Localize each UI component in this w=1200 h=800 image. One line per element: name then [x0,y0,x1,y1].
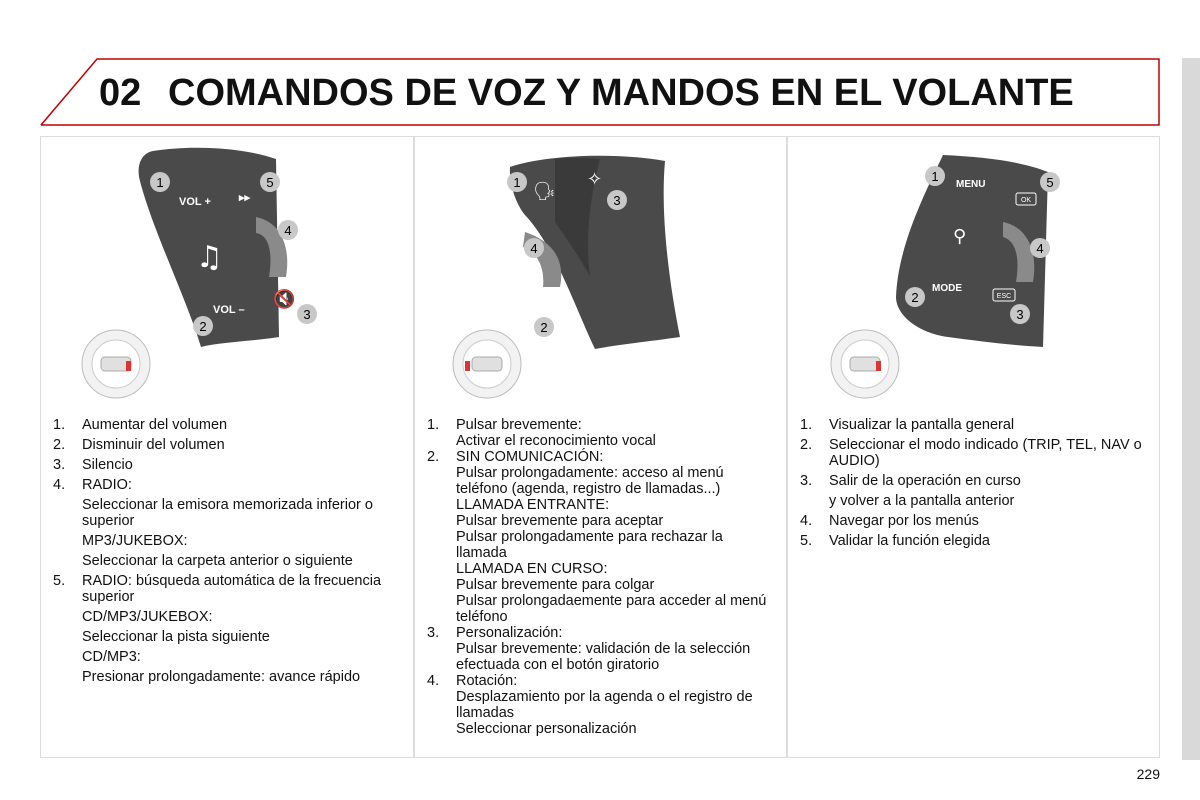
list-item: 1. Visualizar la pantalla general [800,417,1015,433]
display-controls-list [800,417,1147,553]
svg-text:2: 2 [540,320,548,335]
svg-text:2: 2 [199,319,207,334]
list-item: 3. Salir de la operación en curso y volver a la pantalla anterior [800,473,1021,509]
badge-1 [150,172,170,192]
list-item: 2. Disminuir del volumen [53,437,225,453]
panel-voice-phone-controls [414,136,787,758]
svg-text:5: 5 [266,175,274,190]
mute-icon: 🔇 [273,289,296,310]
badge-2 [193,316,213,336]
list-item: 3. Silencio [53,457,133,473]
svg-text:3: 3 [303,307,311,322]
list-item: 4. Navegar por los menús [800,513,979,529]
badge-2 [905,287,925,307]
personalisation-icon: ✧ [587,169,603,190]
next-track-label: ▸▸ [239,192,251,204]
badge-4 [524,238,544,258]
svg-text:1: 1 [931,169,939,184]
page-number: 229 [1136,766,1160,782]
svg-text:1: 1 [513,175,521,190]
list-item: 2. SIN COMUNICACIÓN: Pulsar prolongadamente: acceso al menú teléfono (agenda, registro de llamadas...) LLAMADA ENTRANTE: Pulsar brevemente para aceptar Pulsar prolongadamente para rechazar la llamada LLAMADA EN CURSO: Pulsar brevemente para colgar Pulsar prolongadaemente para acceder al menú teléfono [427,449,767,625]
badge-5 [260,172,280,192]
svg-text:4: 4 [530,241,538,256]
svg-text:2: 2 [911,290,919,305]
svg-text:1: 1 [156,175,164,190]
ok-label: OK [1020,197,1032,204]
list-item: 5. Validar la función elegida [800,533,990,549]
menu-label: MENU [956,179,986,190]
svg-text:4: 4 [1036,241,1044,256]
music-note-icon: ♫ [196,240,223,275]
badge-4 [278,220,298,240]
badge-4 [1030,238,1050,258]
chapter-number: 02 [99,72,142,114]
mode-label: MODE [932,283,962,294]
phone-controls-list [427,417,774,737]
audio-control-illustration [41,137,415,412]
badge-3 [1010,304,1030,324]
steering-wheel-icon [82,330,150,398]
list-item: 1. Pulsar brevemente: Activar el reconocimiento vocal [427,417,656,449]
panel-display-controls [787,136,1160,758]
list-item: 1. Aumentar del volumen [53,417,228,433]
navigation-wheel-icon: ⚲ [953,226,967,247]
list-item: 3. Personalización: Pulsar brevemente: validación de la selección efectuada con el botón giratorio [427,625,751,673]
phone-icon: ✆ [555,292,569,311]
svg-text:3: 3 [1016,307,1024,322]
badge-1 [925,166,945,186]
page-title: COMANDOS DE VOZ Y MANDOS EN EL VOLANTE [168,72,1074,114]
display-control-illustration [788,137,1161,412]
badge-2 [534,317,554,337]
vol-plus-label: VOL + [179,196,211,208]
badge-5 [1040,172,1060,192]
steering-wheel-icon [453,330,521,398]
badge-3 [297,304,317,324]
badge-3 [607,190,627,210]
svg-text:4: 4 [284,223,292,238]
vol-minus-label: VOL – [213,304,245,316]
phone-control-illustration [415,137,788,412]
esc-label: ESC [996,293,1012,300]
list-item: 4. RADIO: Seleccionar la emisora memorizada inferior o superior MP3/JUKEBOX: Seleccionar la carpeta anterior o siguiente [53,477,373,569]
steering-wheel-icon [831,330,899,398]
list-item: 5. RADIO: búsqueda automática de la frecuencia superior CD/MP3/JUKEBOX: Seleccionar la pista siguiente CD/MP3: Presionar prolongadamente: avance rápido [53,573,382,685]
panel-audio-controls [40,136,414,758]
list-item: 4. Rotación: Desplazamiento por la agenda o el registro de llamadas Seleccionar personalización [427,673,753,737]
svg-text:5: 5 [1046,175,1054,190]
voice-command-icon: 🗣 [533,181,556,202]
audio-controls-list [53,417,401,689]
list-item: 2. Seleccionar el modo indicado (TRIP, TEL, NAV o AUDIO) [800,437,1142,469]
badge-1 [507,172,527,192]
svg-text:3: 3 [613,193,621,208]
side-tab [1182,58,1200,760]
